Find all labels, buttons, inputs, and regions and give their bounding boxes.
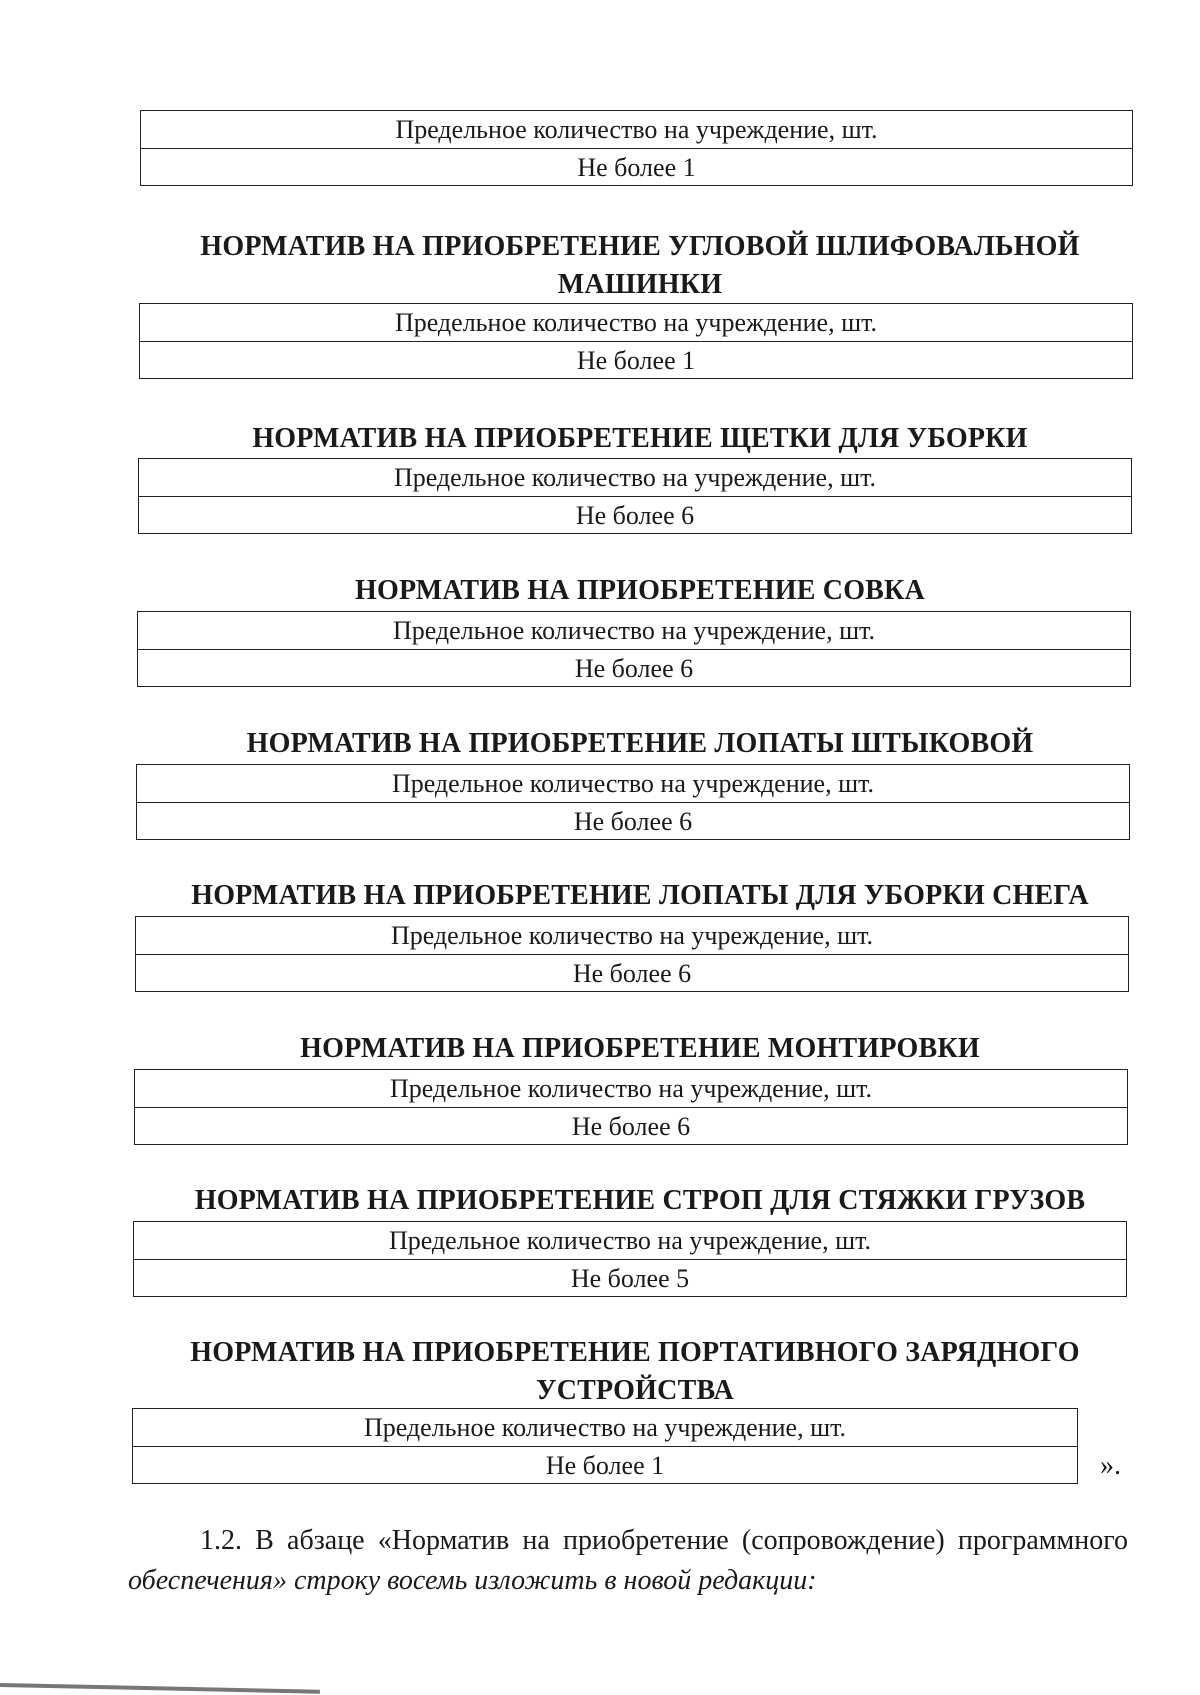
norm-table-0 — [140, 110, 1133, 186]
norm-table-1 — [139, 303, 1133, 379]
table-header-cell: Предельное количество на учреждение, шт. — [394, 308, 878, 337]
norm-table-5 — [135, 916, 1129, 992]
closing-quote-mark: ». — [1100, 1450, 1121, 1481]
norm-table-6 — [134, 1069, 1128, 1145]
section-heading-1: НОРМАТИВ НА ПРИОБРЕТЕНИЕ УГЛОВОЙ ШЛИФОВАЛЬНОЙ МАШИНКИ — [200, 231, 1080, 300]
section-heading-6: НОРМАТИВ НА ПРИОБРЕТЕНИЕ МОНТИРОВКИ — [300, 1033, 980, 1064]
section-heading-3: НОРМАТИВ НА ПРИОБРЕТЕНИЕ СОВКА — [355, 575, 925, 606]
table-header-cell: Предельное количество на учреждение, шт. — [395, 115, 878, 144]
table-value-cell: Не более 1 — [141, 148, 1132, 185]
table-value-cell: Не более 6 — [138, 649, 1130, 686]
scan-edge-artifact — [0, 1683, 320, 1694]
table-header-cell: Предельное количество на учреждение, шт. — [391, 769, 875, 798]
table-header-cell: Предельное количество на учреждение, шт. — [390, 921, 874, 950]
norm-table-7 — [133, 1221, 1127, 1297]
section-heading-8: НОРМАТИВ НА ПРИОБРЕТЕНИЕ ПОРТАТИВНОГО ЗАРЯДНОГО УСТРОЙСТВА — [190, 1337, 1080, 1406]
table-header-cell: Предельное количество на учреждение, шт. — [389, 1074, 873, 1103]
table-value-cell: Не более 6 — [135, 1107, 1127, 1144]
table-header-cell: Предельное количество на учреждение, шт. — [363, 1413, 847, 1442]
table-value-cell: Не более 6 — [139, 496, 1131, 533]
norm-table-3 — [137, 611, 1131, 687]
section-heading-7: НОРМАТИВ НА ПРИОБРЕТЕНИЕ СТРОП ДЛЯ СТЯЖКИ ГРУЗОВ — [194, 1185, 1086, 1216]
table-header-cell: Предельное количество на учреждение, шт. — [388, 1226, 872, 1255]
table-header-cell: Предельное количество на учреждение, шт. — [392, 616, 876, 645]
norm-table-4 — [136, 764, 1130, 840]
paragraph-line-2: обеспечения» строку восемь изложить в новой редакции: — [128, 1565, 817, 1596]
table-value-cell: Не более 1 — [133, 1446, 1077, 1483]
amendment-paragraph — [128, 1521, 1128, 1601]
norm-table-2 — [138, 458, 1132, 534]
section-heading-4: НОРМАТИВ НА ПРИОБРЕТЕНИЕ ЛОПАТЫ ШТЫКОВОЙ — [246, 728, 1034, 759]
section-heading-5: НОРМАТИВ НА ПРИОБРЕТЕНИЕ ЛОПАТЫ ДЛЯ УБОРКИ СНЕГА — [191, 880, 1089, 911]
table-value-cell: Не более 1 — [140, 341, 1132, 378]
table-value-cell: Не более 5 — [134, 1259, 1126, 1296]
table-header-cell: Предельное количество на учреждение, шт. — [393, 463, 877, 492]
paragraph-line-1: 1.2. В абзаце «Норматив на приобретение (сопровождение) программного — [200, 1525, 1128, 1556]
table-value-cell: Не более 6 — [136, 954, 1128, 991]
section-heading-2: НОРМАТИВ НА ПРИОБРЕТЕНИЕ ЩЕТКИ ДЛЯ УБОРКИ — [252, 423, 1028, 454]
norm-table-8 — [132, 1408, 1078, 1484]
table-value-cell: Не более 6 — [137, 802, 1129, 839]
